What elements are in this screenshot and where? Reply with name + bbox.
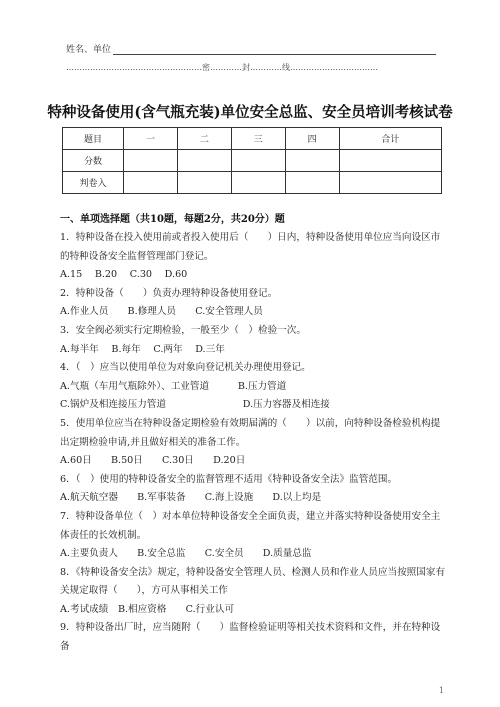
question-options: A.60日 B.50日 C.30日 D.20日 [60, 455, 246, 467]
score-header-cell: 合计 [339, 128, 441, 150]
score-row-label: 分数 [63, 150, 124, 172]
score-header-cell: 题目 [63, 128, 124, 150]
score-cell[interactable] [339, 150, 441, 172]
question-list [60, 229, 446, 657]
score-header-cell: 一 [124, 128, 178, 150]
name-unit-label: 姓名、单位 [66, 45, 112, 55]
question-text: 7．特种设备单位（ ）对本单位特种设备安全全面负责，建立并落实特种设备使用安全主体责任的长效机制。 [60, 510, 441, 541]
question-options: A.作业人员 B.修理人员 C.安全管理人员 [60, 306, 263, 318]
score-cell[interactable] [124, 150, 178, 172]
question-options: A.气瓶（车用气瓶除外）、工业管道 B.压力管道 C.锅炉及相连接压力管道 D.压力容器及相连接 [60, 380, 330, 411]
seal-line: ……………………………………………密…………封…………线…………………………… [66, 63, 378, 72]
exam-title: 特种设备使用(含气瓶充装)单位安全总监、安全员培训考核试卷 [47, 104, 453, 121]
question-text: 3．安全阀必须实行定期检验，一般至少（ ）检验一次。 [60, 324, 306, 336]
score-table-header-row [63, 128, 442, 150]
score-cell[interactable] [177, 150, 231, 172]
score-cell[interactable] [285, 150, 339, 172]
grader-cell[interactable] [231, 172, 285, 194]
question-text: 5．使用单位应当在特种设备定期检验有效期届满的（ ）以前，向特种设备检验机构提出定期检验申请,并且做好相关的准备工作。 [60, 417, 441, 448]
question-text: 9．特种设备出厂时，应当随附（ ）监督检验证明等相关技术资料和文件，并在特种设备 [60, 622, 441, 653]
score-header-cell: 二 [177, 128, 231, 150]
question-options: A.15 B.20 C.30 D.60 [60, 269, 188, 281]
page-number: 1 [438, 686, 444, 695]
question-options: A.主要负责人 B.安全总监 C.安全员 D.质量总监 [60, 548, 312, 560]
score-row [63, 150, 442, 172]
question-options: A.考试成绩 B.相应资格 C.行业认可 [60, 603, 235, 615]
grader-row-label: 判卷入 [63, 172, 124, 194]
score-header-cell: 四 [285, 128, 339, 150]
name-unit-blank[interactable] [113, 45, 436, 55]
question-text: 8．《特种设备安全法》规定，特种设备安全管理人员、检测人员和作业人员应当按照国家有关规定取得（ ），方可从事相关工作 [60, 566, 446, 597]
question-text: 1．特种设备在投入使用前或者投入使用后（ ）日内，特种设备使用单位应当向设区市的特种设备安全监督管理部门登记。 [60, 232, 441, 262]
section-title: 一、单项选择题（共10题，每题2分，共20分）题 [60, 214, 285, 225]
question-text: 6．（ ）使用的特种设备安全的监督管理不适用《特种设备安全法》监管范围。 [60, 473, 398, 485]
grader-cell[interactable] [177, 172, 231, 194]
question-options: A.每半年 B.每年 C.两年 D.三年 [60, 343, 225, 355]
score-table [62, 127, 442, 194]
grader-row [63, 172, 442, 194]
question-text: 4．（ ）应当以使用单位为对象向登记机关办理使用登记。 [60, 362, 311, 374]
question-text: 2．特种设备（ ）负责办理特种设备使用登记。 [60, 287, 278, 299]
score-cell[interactable] [231, 150, 285, 172]
question-options: A.航天航空器 B.军事装备 C.海上设施 D.以上均是 [60, 492, 322, 504]
score-header-cell: 三 [231, 128, 285, 150]
name-unit-line [66, 42, 436, 55]
grader-cell[interactable] [339, 172, 441, 194]
grader-cell[interactable] [124, 172, 178, 194]
grader-cell[interactable] [285, 172, 339, 194]
